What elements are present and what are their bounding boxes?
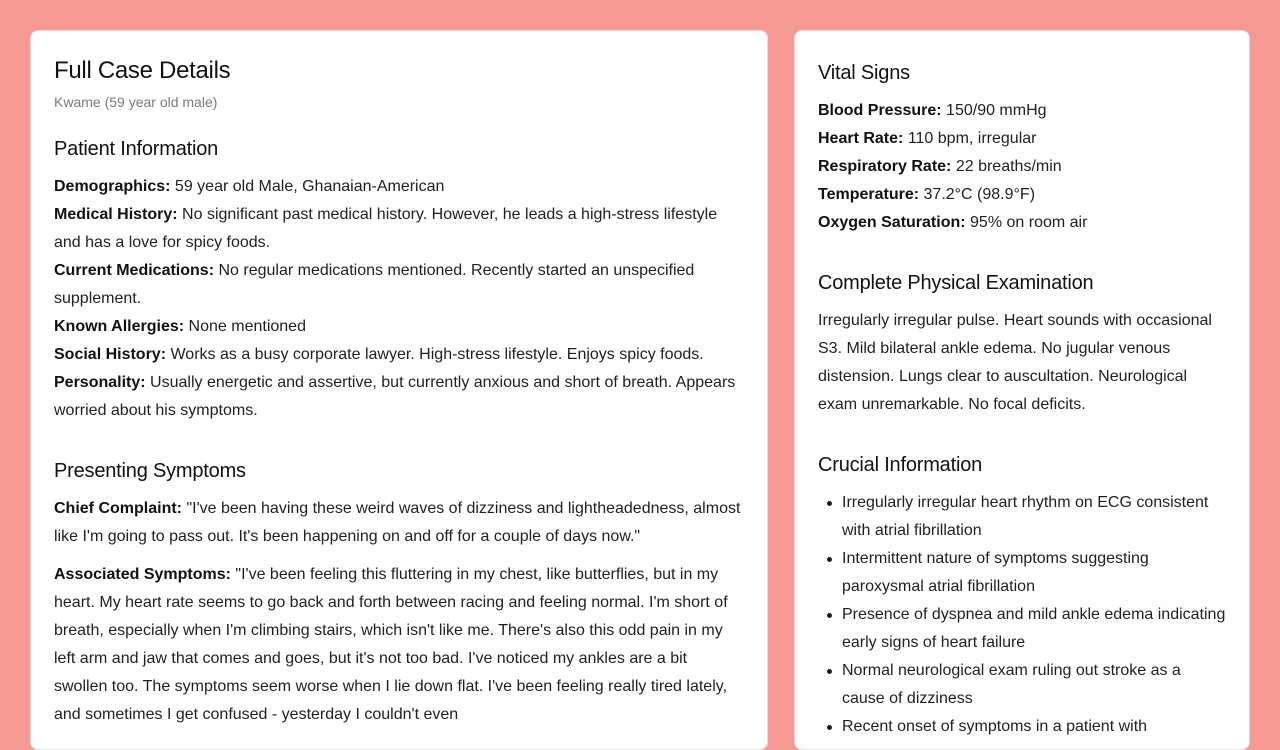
personality-row xyxy=(54,369,744,425)
field-label: Social History: xyxy=(54,346,167,363)
vital-label: Temperature: xyxy=(818,186,920,203)
patient-subtitle: Kwame (59 year old male) xyxy=(54,94,218,110)
field-value: Usually energetic and assertive, but currently anxious and short of breath. Appears worried about his symptoms. xyxy=(54,374,736,419)
list-item xyxy=(818,601,1226,657)
field-value: Works as a busy corporate lawyer. High-stress lifestyle. Enjoys spicy foods. xyxy=(170,346,704,363)
vital-value: 150/90 mmHg xyxy=(946,102,1047,119)
bullet-icon xyxy=(827,501,832,506)
vital-value: 110 bpm, irregular xyxy=(907,130,1037,147)
field-label: Chief Complaint: xyxy=(54,500,182,517)
field-value: "I've been having these weird waves of dizziness and lightheadedness, almost like I'm going to pass out. It's been happening on and off for a couple of days now." xyxy=(54,500,741,545)
clinical-findings-card xyxy=(794,30,1250,750)
field-value: No regular medications mentioned. Recently started an unspecified supplement. xyxy=(54,262,695,307)
chief-complaint-row xyxy=(54,495,744,551)
list-item xyxy=(818,545,1226,601)
list-item xyxy=(818,489,1226,545)
crucial-item-text: Normal neurological exam ruling out stroke as a cause of dizziness xyxy=(842,662,1181,707)
exam-heading: Complete Physical Examination xyxy=(818,272,1094,294)
page-title: Full Case Details xyxy=(54,57,231,84)
symptoms-section xyxy=(54,495,744,729)
vital-value: 22 breaths/min xyxy=(955,158,1062,175)
field-value: "I've been feeling this fluttering in my chest, like butterflies, but in my heart. My heart rate seems to go back and forth between racing and feeling normal. I'm short of breath, especially when I'm climbing stairs, which isn't like me. There's also this odd pain in my left arm and jaw that comes and goes, but it's not too bad. I've noticed my ankles are a bit swollen too. The symptoms seem worse when I lie down flat. I've been feeling really tired lately, and sometimes I get confused - yesterday I couldn't even xyxy=(54,566,728,723)
temperature-row xyxy=(818,181,1226,209)
crucial-item-text: Recent onset of symptoms in a patient with xyxy=(842,718,1148,735)
medications-row xyxy=(54,257,744,313)
vitals-section xyxy=(818,97,1226,237)
heart-rate-row xyxy=(818,125,1226,153)
vital-value: 37.2°C (98.9°F) xyxy=(923,186,1036,203)
bullet-icon xyxy=(827,725,832,730)
field-label: Demographics: xyxy=(54,178,171,195)
field-label: Associated Symptoms: xyxy=(54,566,231,583)
demographics-row xyxy=(54,173,744,201)
vital-label: Heart Rate: xyxy=(818,130,904,147)
field-label: Known Allergies: xyxy=(54,318,185,335)
vital-label: Blood Pressure: xyxy=(818,102,942,119)
blood-pressure-row xyxy=(818,97,1226,125)
bullet-icon xyxy=(827,613,832,618)
patient-info-heading: Patient Information xyxy=(54,138,219,160)
field-value: No significant past medical history. However, he leads a high-stress lifestyle and has a love for spicy foods. xyxy=(54,206,718,251)
field-label: Personality: xyxy=(54,374,146,391)
crucial-list xyxy=(818,489,1226,741)
field-value: 59 year old Male, Ghanaian-American xyxy=(174,178,445,195)
vital-label: Oxygen Saturation: xyxy=(818,214,966,231)
vital-label: Respiratory Rate: xyxy=(818,158,952,175)
social-history-row xyxy=(54,341,744,369)
associated-symptoms-row xyxy=(54,561,744,729)
bullet-icon xyxy=(827,557,832,562)
vital-value: 95% on room air xyxy=(970,214,1088,231)
crucial-heading: Crucial Information xyxy=(818,454,983,476)
vitals-heading: Vital Signs xyxy=(818,62,910,84)
allergies-row xyxy=(54,313,744,341)
field-label: Current Medications: xyxy=(54,262,215,279)
exam-text: Irregularly irregular pulse. Heart sounds with occasional S3. Mild bilateral ankle edema. No jugular venous distension. Lungs clear to auscultation. Neurological exam unremarkable. No focal deficits. xyxy=(818,312,1212,413)
list-item xyxy=(818,657,1226,713)
medical-history-row xyxy=(54,201,744,257)
field-value: None mentioned xyxy=(188,318,306,335)
crucial-item-text: Irregularly irregular heart rhythm on ECG consistent with atrial fibrillation xyxy=(842,494,1209,539)
oxygen-saturation-row xyxy=(818,209,1226,237)
respiratory-rate-row xyxy=(818,153,1226,181)
bullet-icon xyxy=(827,669,832,674)
symptoms-heading: Presenting Symptoms xyxy=(54,460,246,482)
case-details-card xyxy=(30,30,768,750)
list-item xyxy=(818,713,1226,741)
crucial-item-text: Intermittent nature of symptoms suggesting paroxysmal atrial fibrillation xyxy=(842,550,1149,595)
crucial-item-text: Presence of dyspnea and mild ankle edema indicating early signs of heart failure xyxy=(842,606,1226,651)
field-label: Medical History: xyxy=(54,206,178,223)
patient-info-section xyxy=(54,173,744,425)
